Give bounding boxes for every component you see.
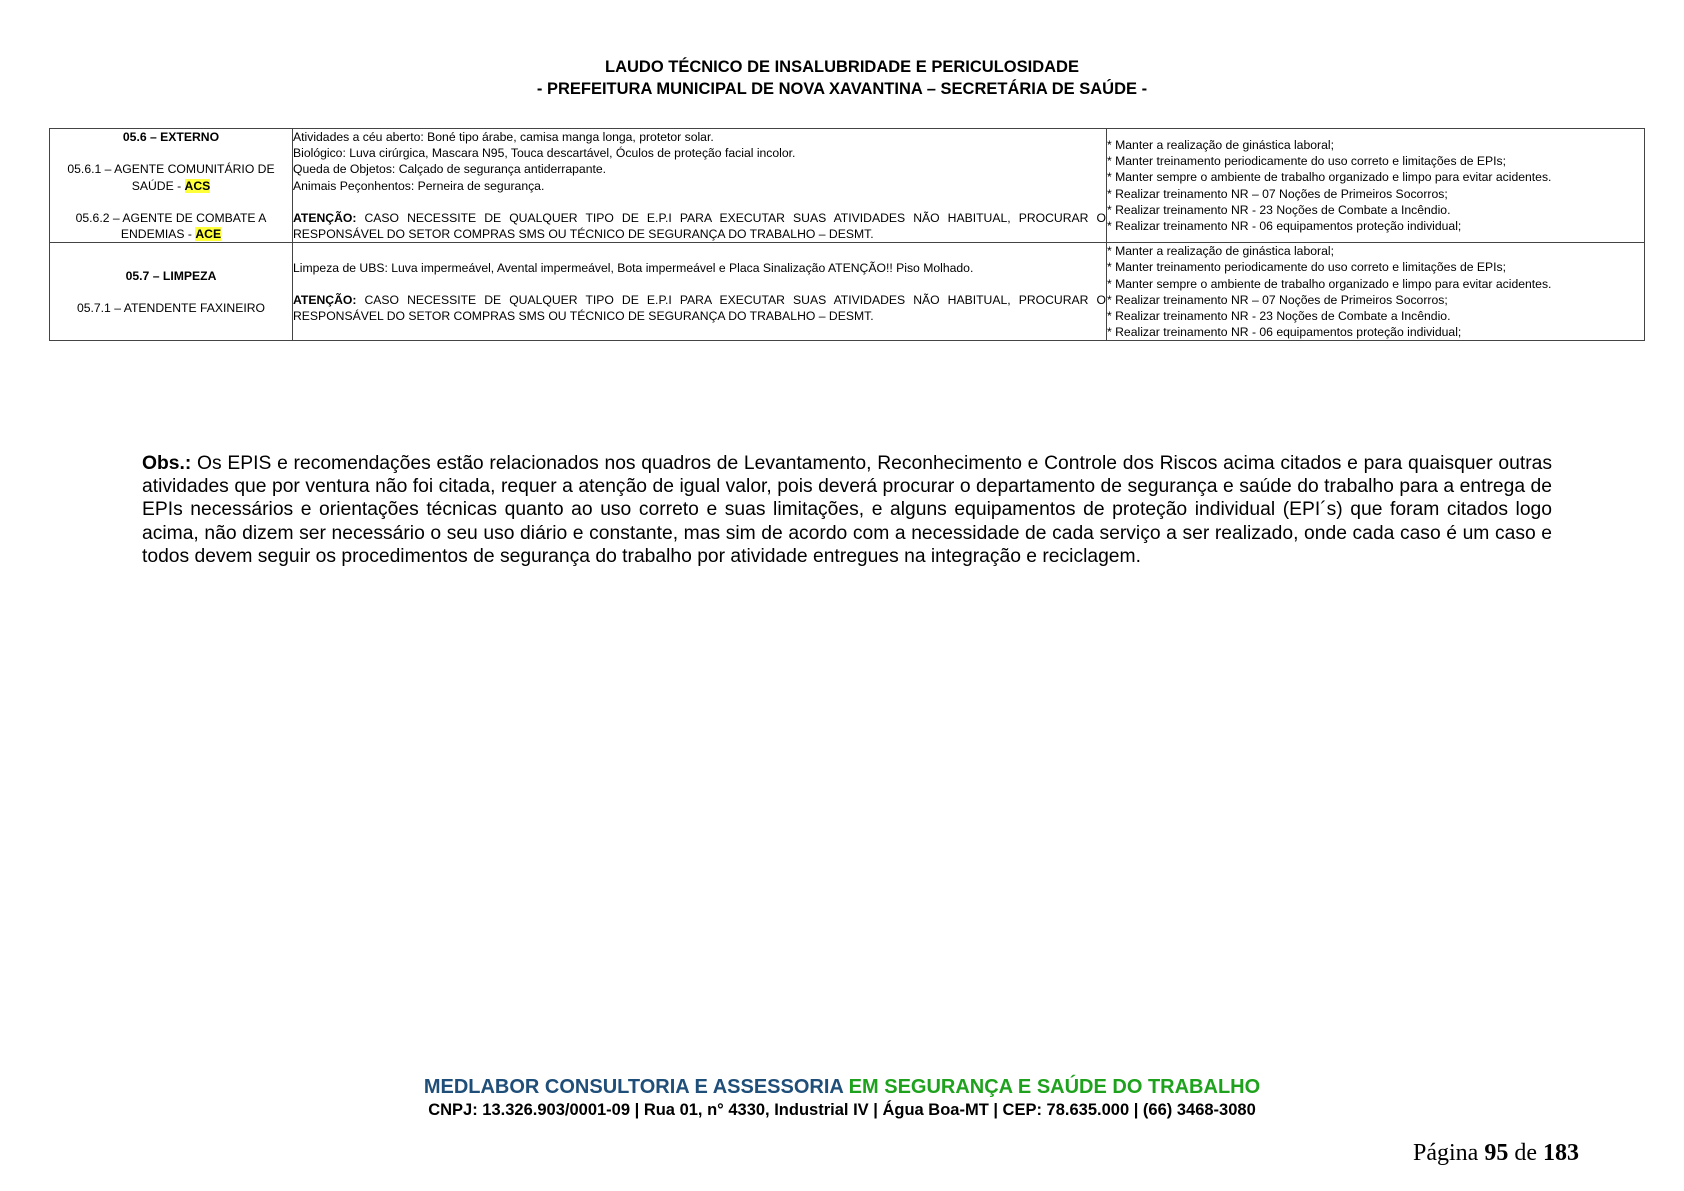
recommendations-cell bbox=[1107, 129, 1645, 243]
function-name: 05.6.2 – AGENTE DE COMBATE A ENDEMIAS - ACE bbox=[75, 210, 267, 241]
epi-cell bbox=[293, 129, 1107, 243]
company-address: CNPJ: 13.326.903/0001-09 | Rua 01, n° 4330, Industrial IV | Água Boa-MT | CEP: 78.635.000 | (66) 3468-3080 bbox=[428, 1101, 1256, 1119]
recommendation-line: * Manter sempre o ambiente de trabalho organizado e limpo para evitar acidentes. bbox=[1107, 276, 1552, 291]
recommendation-line: * Manter sempre o ambiente de trabalho organizado e limpo para evitar acidentes. bbox=[1107, 170, 1552, 185]
function-name: 05.7.1 – ATENDENTE FAXINEIRO bbox=[76, 300, 266, 315]
function-name: 05.6.1 – AGENTE COMUNITÁRIO DE SAÚDE - ACS bbox=[67, 162, 275, 193]
document-title: LAUDO TÉCNICO DE INSALUBRIDADE E PERICULOSIDADE bbox=[605, 58, 1079, 76]
page-footer bbox=[0, 1075, 1684, 1121]
observation-paragraph bbox=[142, 452, 1552, 568]
highlight-badge: ACE bbox=[195, 226, 222, 241]
table-row bbox=[50, 129, 1645, 243]
epi-table bbox=[49, 128, 1645, 341]
recommendation-line: * Manter a realização de ginástica laboral; bbox=[1107, 244, 1334, 259]
observation-label: Obs.: bbox=[142, 453, 192, 474]
epi-line: Limpeza de UBS: Luva impermeável, Avental impermeável, Bota impermeável e Placa Sinalização ATENÇÃO!! Piso Molhado. bbox=[293, 260, 974, 275]
epi-line: Animais Peçonhentos: Perneira de segurança. bbox=[293, 178, 545, 193]
document-header bbox=[0, 56, 1684, 100]
recommendations-cell bbox=[1107, 243, 1645, 341]
epi-cell bbox=[293, 243, 1107, 341]
attention-note: ATENÇÃO: CASO NECESSITE DE QUALQUER TIPO DE E.P.I PARA EXECUTAR SUAS ATIVIDADES NÃO HABITUAL, PROCURAR O RESPONSÁVEL DO SETOR COMPRAS SMS OU TÉCNICO DE SEGURANÇA DO TRABALHO – DESMT. bbox=[293, 210, 1106, 242]
epi-line: Queda de Objetos: Calçado de segurança antiderrapante. bbox=[293, 162, 607, 177]
section-title: 05.6 – EXTERNO bbox=[122, 130, 220, 145]
recommendation-line: * Manter a realização de ginástica laboral; bbox=[1107, 138, 1334, 152]
company-name-secondary: EM SEGURANÇA E SAÚDE DO TRABALHO bbox=[843, 1076, 1261, 1098]
document-subtitle: - PREFEITURA MUNICIPAL DE NOVA XAVANTINA – SECRETÁRIA DE SAÚDE - bbox=[536, 80, 1148, 98]
company-name bbox=[0, 1075, 1684, 1099]
recommendation-line: * Realizar treinamento NR - 23 Noções de Combate a Incêndio. bbox=[1107, 202, 1451, 217]
recommendation-line: * Realizar treinamento NR – 07 Noções de Primeiros Socorros; bbox=[1107, 292, 1448, 307]
attention-note: ATENÇÃO: CASO NECESSITE DE QUALQUER TIPO DE E.P.I PARA EXECUTAR SUAS ATIVIDADES NÃO HABITUAL, PROCURAR O RESPONSÁVEL DO SETOR COMPRAS SMS OU TÉCNICO DE SEGURANÇA DO TRABALHO – DESMT. bbox=[293, 292, 1106, 323]
recommendation-line: * Manter treinamento periodicamente do uso correto e limitações de EPIs; bbox=[1107, 260, 1507, 275]
current-page: 95 bbox=[1484, 1140, 1509, 1166]
recommendation-line: * Realizar treinamento NR - 23 Noções de Combate a Incêndio. bbox=[1107, 309, 1451, 324]
recommendation-line: * Realizar treinamento NR – 07 Noções de Primeiros Socorros; bbox=[1107, 186, 1448, 201]
recommendation-line: * Manter treinamento periodicamente do uso correto e limitações de EPIs; bbox=[1107, 154, 1507, 169]
total-pages: 183 bbox=[1543, 1140, 1579, 1166]
page-number: Página 95 de 183 bbox=[1413, 1140, 1579, 1166]
function-cell bbox=[50, 129, 293, 243]
epi-line: Atividades a céu aberto: Boné tipo árabe, camisa manga longa, protetor solar. bbox=[293, 130, 714, 144]
function-cell bbox=[50, 243, 293, 341]
epi-line: Biológico: Luva cirúrgica, Mascara N95, Touca descartável, Óculos de proteção facial incolor. bbox=[293, 146, 796, 161]
recommendation-line: * Realizar treinamento NR - 06 equipamentos proteção individual; bbox=[1107, 325, 1462, 340]
observation-text: Os EPIS e recomendações estão relacionados nos quadros de Levantamento, Reconhecimento e Controle dos Riscos acima citados e para quaisquer outras atividades que por ventura não foi citada, requer a atenção de igual valor, pois deverá procurar o departamento de segurança e saúde do trabalho para a entrega de EPIs necessários e orientações técnicas quanto ao uso correto e suas limitações, e alguns equipamentos de proteção individual (EPI´s) que foram citados logo acima, não dizem ser necessário o seu uso diário e constante, mas sim de acordo com a necessidade de cada serviço a ser realizado, onde cada caso é um caso e todos devem seguir os procedimentos de segurança do trabalho por atividade entregues na integração e reciclagem. bbox=[142, 453, 1552, 567]
table-row bbox=[50, 243, 1645, 341]
recommendation-line: * Realizar treinamento NR - 06 equipamentos proteção individual; bbox=[1107, 219, 1462, 234]
company-name-primary: MEDLABOR CONSULTORIA E ASSESSORIA bbox=[423, 1076, 844, 1098]
section-title: 05.7 – LIMPEZA bbox=[125, 268, 217, 283]
highlight-badge: ACS bbox=[184, 178, 211, 193]
